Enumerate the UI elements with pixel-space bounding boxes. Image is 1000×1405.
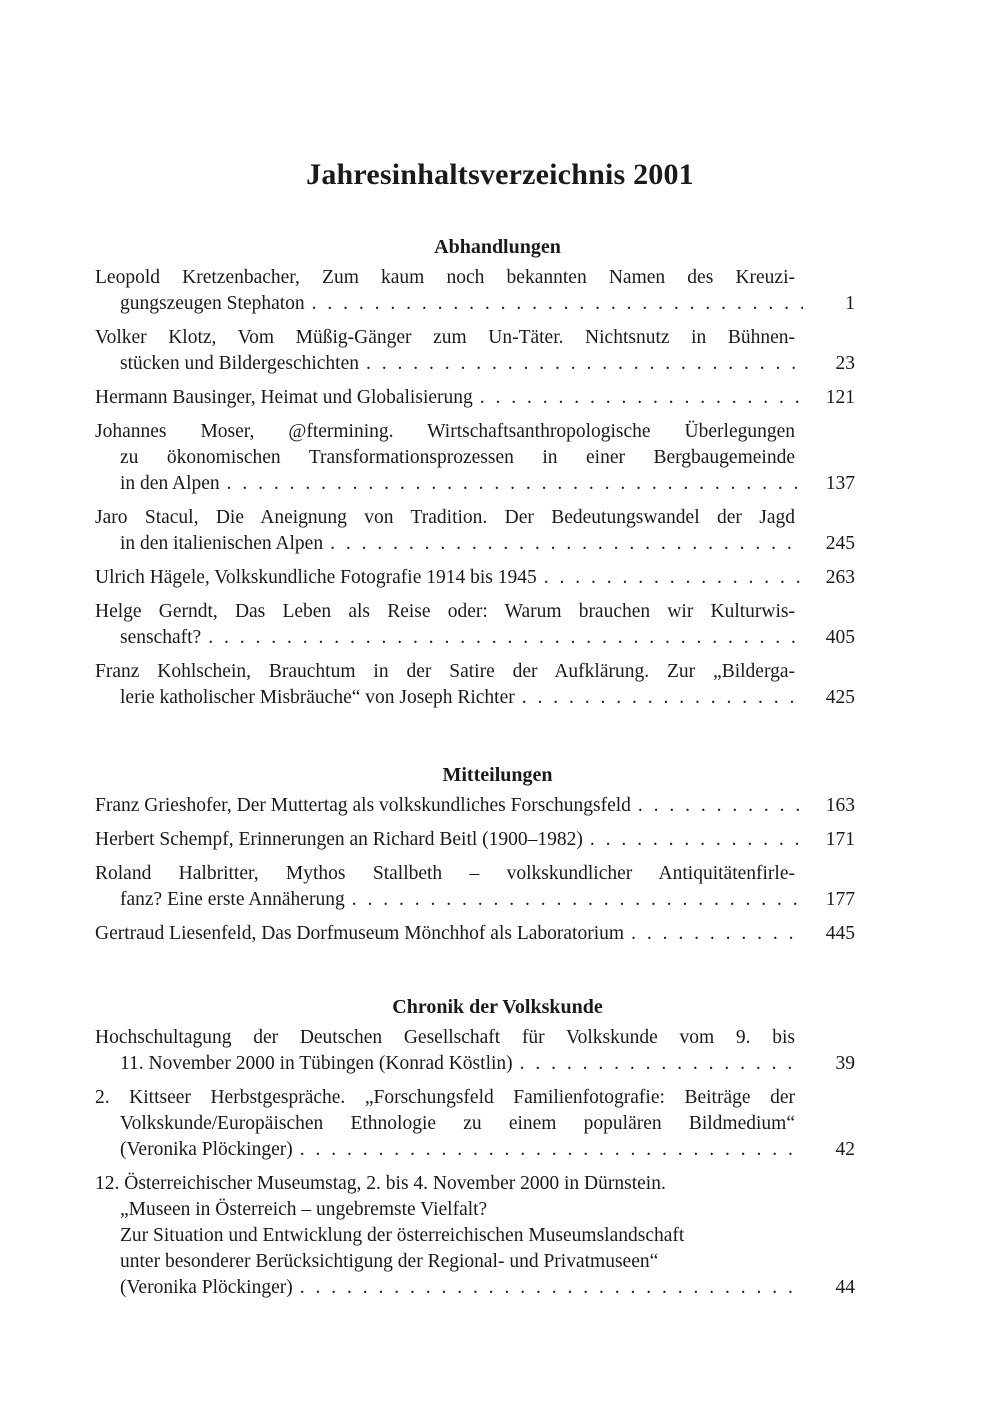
page-number: 263: [825, 567, 855, 588]
toc-entry: [95, 599, 855, 651]
entry-last-line: [95, 1275, 855, 1301]
section-heading: Abhandlungen: [434, 236, 561, 258]
page-number: 137: [825, 473, 855, 494]
leader-dots: [627, 921, 803, 947]
page-number: 39: [835, 1053, 855, 1074]
leader-dots: [348, 887, 803, 913]
toc-entry: [95, 861, 855, 913]
entry-last-line: [95, 887, 855, 913]
entry-last-line: [95, 385, 855, 411]
toc-entry: [95, 1025, 855, 1077]
entry-last-line: [95, 351, 855, 377]
toc-entry: [95, 265, 855, 317]
entry-line: unter besonderer Berücksichtigung der Regional- und Privatmuseen“: [120, 1251, 659, 1272]
leader-dots: [223, 471, 803, 497]
leader-dots: [586, 827, 803, 853]
entry-text: in den Alpen: [120, 473, 220, 494]
leader-dots: [296, 1275, 803, 1301]
page-number: 425: [825, 687, 855, 708]
entry-text: Herbert Schempf, Erinnerungen an Richard Beitl (1900–1982): [95, 829, 583, 850]
entry-last-line: [95, 793, 855, 819]
entry-last-line: [95, 921, 855, 947]
entry-text: senschaft?: [120, 627, 202, 648]
entry-line: 12. Österreichischer Museumstag, 2. bis 4. November 2000 in Dürnstein.: [95, 1173, 666, 1194]
section-mitteilungen: [95, 764, 855, 955]
section-chronik: [95, 996, 855, 1309]
entry-text: fanz? Eine erste Annäherung: [120, 889, 345, 910]
entry-last-line: [95, 291, 855, 317]
leader-dots: [540, 565, 803, 591]
page-title: Jahresinhaltsverzeichnis 2001: [306, 158, 694, 191]
page-number: 445: [825, 923, 855, 944]
entry-line: Hochschultagung der Deutschen Gesellschaft für Volkskunde vom 9. bis: [95, 1027, 795, 1048]
entry-text: Gertraud Liesenfeld, Das Dorfmuseum Mönchhof als Laboratorium: [95, 923, 625, 944]
entry-line: Volker Klotz, Vom Müßig-Gänger zum Un-Täter. Nichtsnutz in Bühnen-: [95, 327, 795, 348]
entry-line: Helge Gerndt, Das Leben als Reise oder: Warum brauchen wir Kulturwis-: [95, 601, 795, 622]
leader-dots: [204, 625, 803, 651]
entry-text: Hermann Bausinger, Heimat und Globalisierung: [95, 387, 473, 408]
toc-entry: [95, 419, 855, 497]
section-heading: Mitteilungen: [442, 764, 553, 786]
page-number: 23: [835, 353, 855, 374]
entry-line: Franz Kohlschein, Brauchtum in der Satire der Aufklärung. Zur „Bilderga-: [95, 661, 795, 682]
entry-text: Ulrich Hägele, Volkskundliche Fotografie 1914 bis 1945: [95, 567, 537, 588]
entry-text: 11. November 2000 in Tübingen (Konrad Köstlin): [120, 1053, 513, 1074]
toc-entry: [95, 827, 855, 853]
section-abhandlungen: [95, 236, 855, 719]
toc-entry: [95, 325, 855, 377]
page-number: 171: [825, 829, 855, 850]
toc-entry: [95, 1171, 855, 1301]
entry-last-line: [95, 1137, 855, 1163]
entry-line: Zur Situation und Entwicklung der österreichischen Museumslandschaft: [120, 1225, 685, 1246]
page-number: 1: [845, 293, 855, 314]
entry-line: Volkskunde/Europäischen Ethnologie zu einem populären Bildmedium“: [120, 1113, 795, 1134]
entry-text: (Veronika Plöckinger): [120, 1277, 293, 1298]
toc-entry: [95, 565, 855, 591]
section-heading: Chronik der Volkskunde: [392, 996, 603, 1018]
entry-line: 2. Kittseer Herbstgespräche. „Forschungsfeld Familienfotografie: Beiträge der: [95, 1087, 795, 1108]
page-number: 121: [825, 387, 855, 408]
entry-line: Roland Halbritter, Mythos Stallbeth – volkskundlicher Antiquitätenfirle-: [95, 863, 795, 884]
toc-entry: [95, 921, 855, 947]
page-number: 44: [835, 1277, 855, 1298]
leader-dots: [516, 1051, 803, 1077]
page-number: 245: [825, 533, 855, 554]
toc-entry: [95, 385, 855, 411]
entry-last-line: [95, 625, 855, 651]
toc-entry: [95, 659, 855, 711]
entry-text: in den italienischen Alpen: [120, 533, 324, 554]
leader-dots: [326, 531, 803, 557]
entry-last-line: [95, 565, 855, 591]
entry-text: lerie katholischer Misbräuche“ von Joseph Richter: [120, 687, 515, 708]
toc-entry: [95, 505, 855, 557]
entry-text: stücken und Bildergeschichten: [120, 353, 359, 374]
page-number: 177: [825, 889, 855, 910]
page-number: 42: [835, 1139, 855, 1160]
entry-line: zu ökonomischen Transformationsprozessen in einer Bergbaugemeinde: [120, 447, 795, 468]
entry-line: „Museen in Österreich – ungebremste Vielfalt?: [120, 1199, 488, 1220]
toc-entry: [95, 793, 855, 819]
leader-dots: [308, 291, 803, 317]
entry-last-line: [95, 1051, 855, 1077]
entry-text: (Veronika Plöckinger): [120, 1139, 293, 1160]
leader-dots: [296, 1137, 803, 1163]
page-number: 405: [825, 627, 855, 648]
entry-line: Leopold Kretzenbacher, Zum kaum noch bekannten Namen des Kreuzi-: [95, 267, 795, 288]
entry-line: Jaro Stacul, Die Aneignung von Tradition. Der Bedeutungswandel der Jagd: [95, 507, 795, 528]
entry-last-line: [95, 685, 855, 711]
toc-entry: [95, 1085, 855, 1163]
entry-line: Johannes Moser, @ftermining. Wirtschaftsanthropologische Überlegungen: [95, 421, 795, 442]
entry-last-line: [95, 531, 855, 557]
entry-text: gungszeugen Stephaton: [120, 293, 305, 314]
entry-text: Franz Grieshofer, Der Muttertag als volkskundliches Forschungsfeld: [95, 795, 631, 816]
leader-dots: [518, 685, 803, 711]
entry-last-line: [95, 471, 855, 497]
entry-last-line: [95, 827, 855, 853]
page-number: 163: [825, 795, 855, 816]
leader-dots: [634, 793, 803, 819]
leader-dots: [362, 351, 803, 377]
leader-dots: [476, 385, 803, 411]
